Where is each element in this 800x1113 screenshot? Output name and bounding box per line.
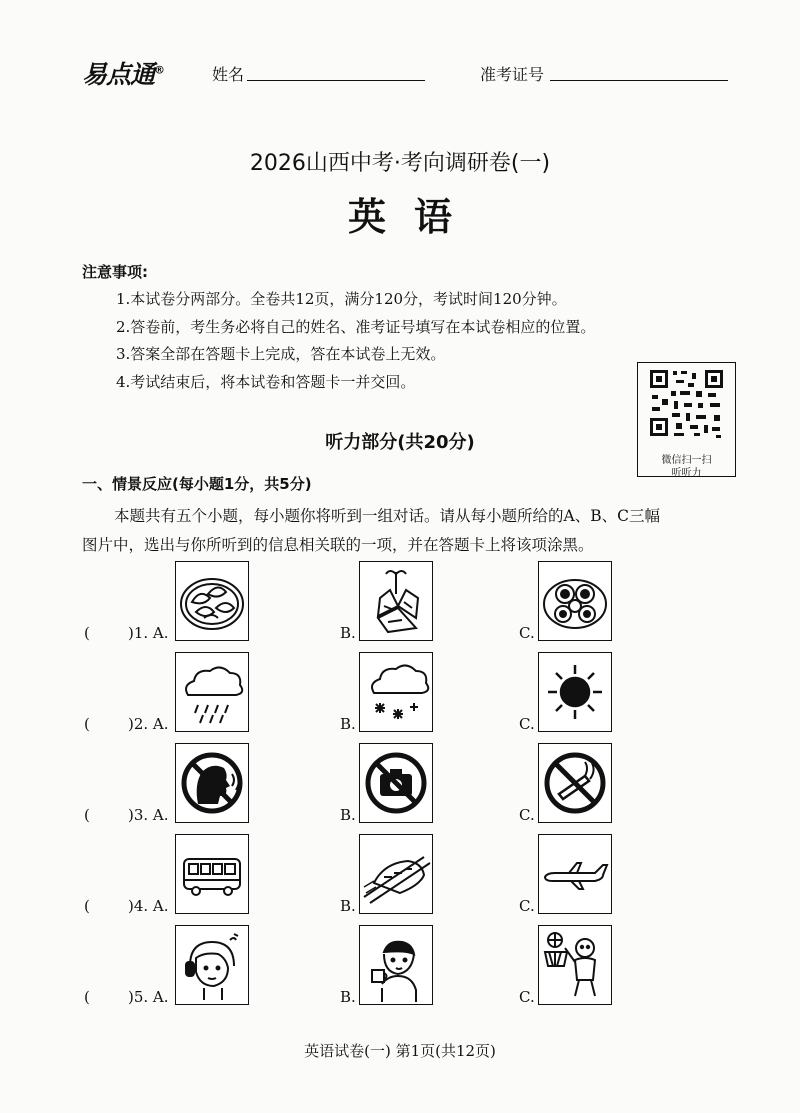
- option-c-image[interactable]: [538, 561, 612, 641]
- qr-caption: 微信扫一扫: [661, 455, 712, 466]
- question-number: )2. A.: [128, 715, 169, 733]
- exam-id-label: 准考证号: [480, 65, 545, 84]
- option-b-image[interactable]: [359, 561, 433, 641]
- option-a-image[interactable]: [175, 834, 249, 914]
- no-talking-icon: [176, 744, 248, 822]
- name-label: 姓名: [212, 65, 245, 84]
- option-a-image[interactable]: [175, 743, 249, 823]
- option-c-label: C.: [519, 715, 535, 733]
- sun-icon: [539, 653, 611, 731]
- section-heading: 一、情景反应(每小题1分，共5分): [82, 475, 312, 493]
- boy-headphones-icon: [176, 926, 248, 1004]
- option-c-image[interactable]: [538, 743, 612, 823]
- option-b-label: B.: [340, 988, 356, 1006]
- zongzi-icon: [360, 562, 432, 640]
- option-c-image[interactable]: [538, 652, 612, 732]
- answer-bracket[interactable]: (: [84, 988, 90, 1006]
- notice-heading: 注意事项:: [82, 263, 148, 281]
- answer-bracket[interactable]: (: [84, 897, 90, 915]
- option-b-image[interactable]: [359, 652, 433, 732]
- option-a-image[interactable]: [175, 652, 249, 732]
- option-a-image[interactable]: [175, 561, 249, 641]
- question-number: )5. A.: [128, 988, 169, 1006]
- option-b-image[interactable]: [359, 925, 433, 1005]
- option-b-image[interactable]: [359, 743, 433, 823]
- name-field[interactable]: [247, 62, 425, 81]
- rain-cloud-icon: [176, 653, 248, 731]
- section-instructions: 本题共有五个小题，每小题你将听到一组对话。请从每小题所给的A、B、C三幅: [114, 507, 660, 525]
- brand-logo: 易点通®: [82, 60, 165, 89]
- option-b-label: B.: [340, 897, 356, 915]
- option-a-image[interactable]: [175, 925, 249, 1005]
- option-c-image[interactable]: [538, 834, 612, 914]
- exam-id-field[interactable]: [550, 62, 728, 81]
- answer-bracket[interactable]: (: [84, 806, 90, 824]
- boy-basketball-icon: [539, 926, 611, 1004]
- notice-item: 2.答卷前，考生务必将自己的姓名、准考证号填写在本试卷相应的位置。: [116, 318, 596, 336]
- option-b-label: B.: [340, 715, 356, 733]
- section-instructions: 图片中，选出与你所听到的信息相关联的一项，并在答题卡上将该项涂黑。: [82, 536, 594, 554]
- page-footer: 英语试卷(一) 第1页(共12页): [304, 1042, 496, 1060]
- option-c-image[interactable]: [538, 925, 612, 1005]
- option-c-label: C.: [519, 988, 535, 1006]
- subject-title: 英语: [347, 195, 480, 239]
- mooncakes-icon: [539, 562, 611, 640]
- no-photos-icon: [360, 744, 432, 822]
- question-number: )3. A.: [128, 806, 169, 824]
- exam-title: 2026山西中考·考向调研卷(一): [249, 151, 551, 176]
- notice-item: 1.本试卷分两部分。全卷共12页，满分120分，考试时间120分钟。: [116, 290, 567, 308]
- option-b-label: B.: [340, 624, 356, 642]
- option-b-image[interactable]: [359, 834, 433, 914]
- question-number: )4. A.: [128, 897, 169, 915]
- no-smoking-icon: [539, 744, 611, 822]
- snow-cloud-icon: [360, 653, 432, 731]
- option-c-label: C.: [519, 624, 535, 642]
- option-c-label: C.: [519, 897, 535, 915]
- bus-icon: [176, 835, 248, 913]
- answer-bracket[interactable]: (: [84, 624, 90, 642]
- dumplings-icon: [176, 562, 248, 640]
- high-speed-train-icon: [360, 835, 432, 913]
- qr-caption: 听听力: [671, 468, 702, 479]
- question-number: )1. A.: [128, 624, 169, 642]
- boy-drinking-icon: [360, 926, 432, 1004]
- answer-bracket[interactable]: (: [84, 715, 90, 733]
- part-heading: 听力部分(共20分): [325, 432, 475, 453]
- airplane-icon: [539, 835, 611, 913]
- notice-item: 4.考试结束后，将本试卷和答题卡一并交回。: [116, 373, 416, 391]
- notice-item: 3.答案全部在答题卡上完成，答在本试卷上无效。: [116, 345, 446, 363]
- option-c-label: C.: [519, 806, 535, 824]
- option-b-label: B.: [340, 806, 356, 824]
